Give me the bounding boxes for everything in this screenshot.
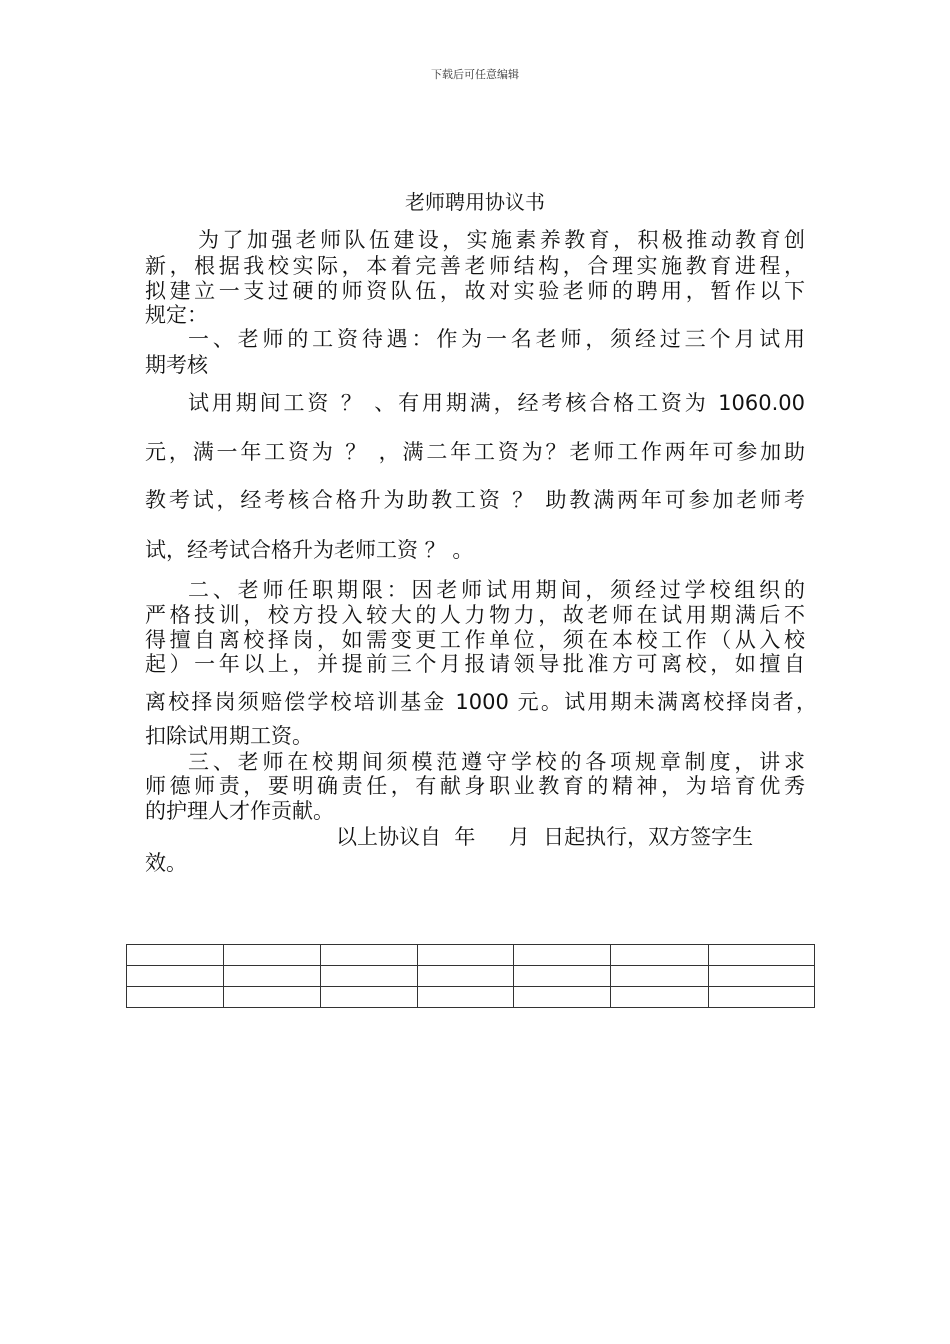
- page-header: 下载后可任意编辑: [431, 68, 519, 81]
- table-cell: [320, 945, 417, 966]
- body-line: 师德师责，要明确责任，有献身职业教育的精神，为培育优秀: [145, 774, 805, 798]
- table-row: [127, 945, 815, 966]
- body-line: 新，根据我校实际，本着完善老师结构，合理实施教育进程，: [145, 254, 805, 278]
- body-line: 严格技训，校方投入较大的人力物力，故老师在试用期满后不: [145, 603, 805, 627]
- body-line: 元，满一年工资为 ？ ，满二年工资为？老师工作两年可参加助: [145, 440, 805, 464]
- table-cell: [514, 987, 611, 1008]
- table-row: [127, 987, 815, 1008]
- body-line: 一、老师的工资待遇：作为一名老师，须经过三个月试用: [188, 327, 805, 351]
- body-line: 三、老师在校期间须模范遵守学校的各项规章制度，讲求: [188, 750, 805, 774]
- table-cell: [514, 945, 611, 966]
- body-line: 得擅自离校择岗，如需变更工作单位，须在本校工作（从入校: [145, 628, 805, 652]
- table-cell: [709, 987, 815, 1008]
- table-row: [127, 966, 815, 987]
- table-cell: [417, 966, 514, 987]
- table-cell: [127, 987, 224, 1008]
- table-cell: [611, 966, 709, 987]
- body-line: 扣除试用期工资。: [145, 724, 313, 748]
- table-cell: [417, 987, 514, 1008]
- table-cell: [611, 987, 709, 1008]
- table-cell: [223, 966, 320, 987]
- body-line: 规定：: [145, 303, 208, 327]
- body-line: 二、老师任职期限：因老师试用期间，须经过学校组织的: [188, 578, 805, 602]
- body-line: 拟建立一支过硬的师资队伍，故对实验老师的聘用，暂作以下: [145, 279, 805, 303]
- body-line: 试，经考试合格升为老师工资 ？ 。: [145, 538, 474, 562]
- body-line: 起）一年以上，并提前三个月报请领导批准方可离校，如擅自: [145, 652, 805, 676]
- table-cell: [417, 945, 514, 966]
- table-cell: [320, 966, 417, 987]
- table-cell: [709, 966, 815, 987]
- body-line: 为了加强老师队伍建设，实施素养教育，积极推动教育创: [198, 228, 805, 252]
- body-line: 以上协议自 年 月 日起执行，双方签字生: [336, 825, 754, 849]
- table-cell: [514, 966, 611, 987]
- table-cell: [223, 987, 320, 1008]
- table-cell: [611, 945, 709, 966]
- table-cell: [127, 945, 224, 966]
- body-line: 离校择岗须赔偿学校培训基金 1000 元。试用期未满离校择岗者，: [145, 690, 817, 714]
- body-line: 的护理人才作贡献。: [145, 799, 334, 823]
- table-cell: [127, 966, 224, 987]
- body-line: 试用期间工资 ？ 、有用期满，经考核合格工资为 1060.00: [188, 391, 805, 415]
- body-line: 教考试，经考核合格升为助教工资 ？ 助教满两年可参加老师考: [145, 488, 805, 512]
- table-cell: [709, 945, 815, 966]
- document-title: 老师聘用协议书: [405, 190, 545, 214]
- body-line: 效。: [145, 851, 187, 875]
- signature-table: [126, 944, 815, 1008]
- body-line: 期考核: [145, 353, 208, 377]
- table-cell: [320, 987, 417, 1008]
- table-cell: [223, 945, 320, 966]
